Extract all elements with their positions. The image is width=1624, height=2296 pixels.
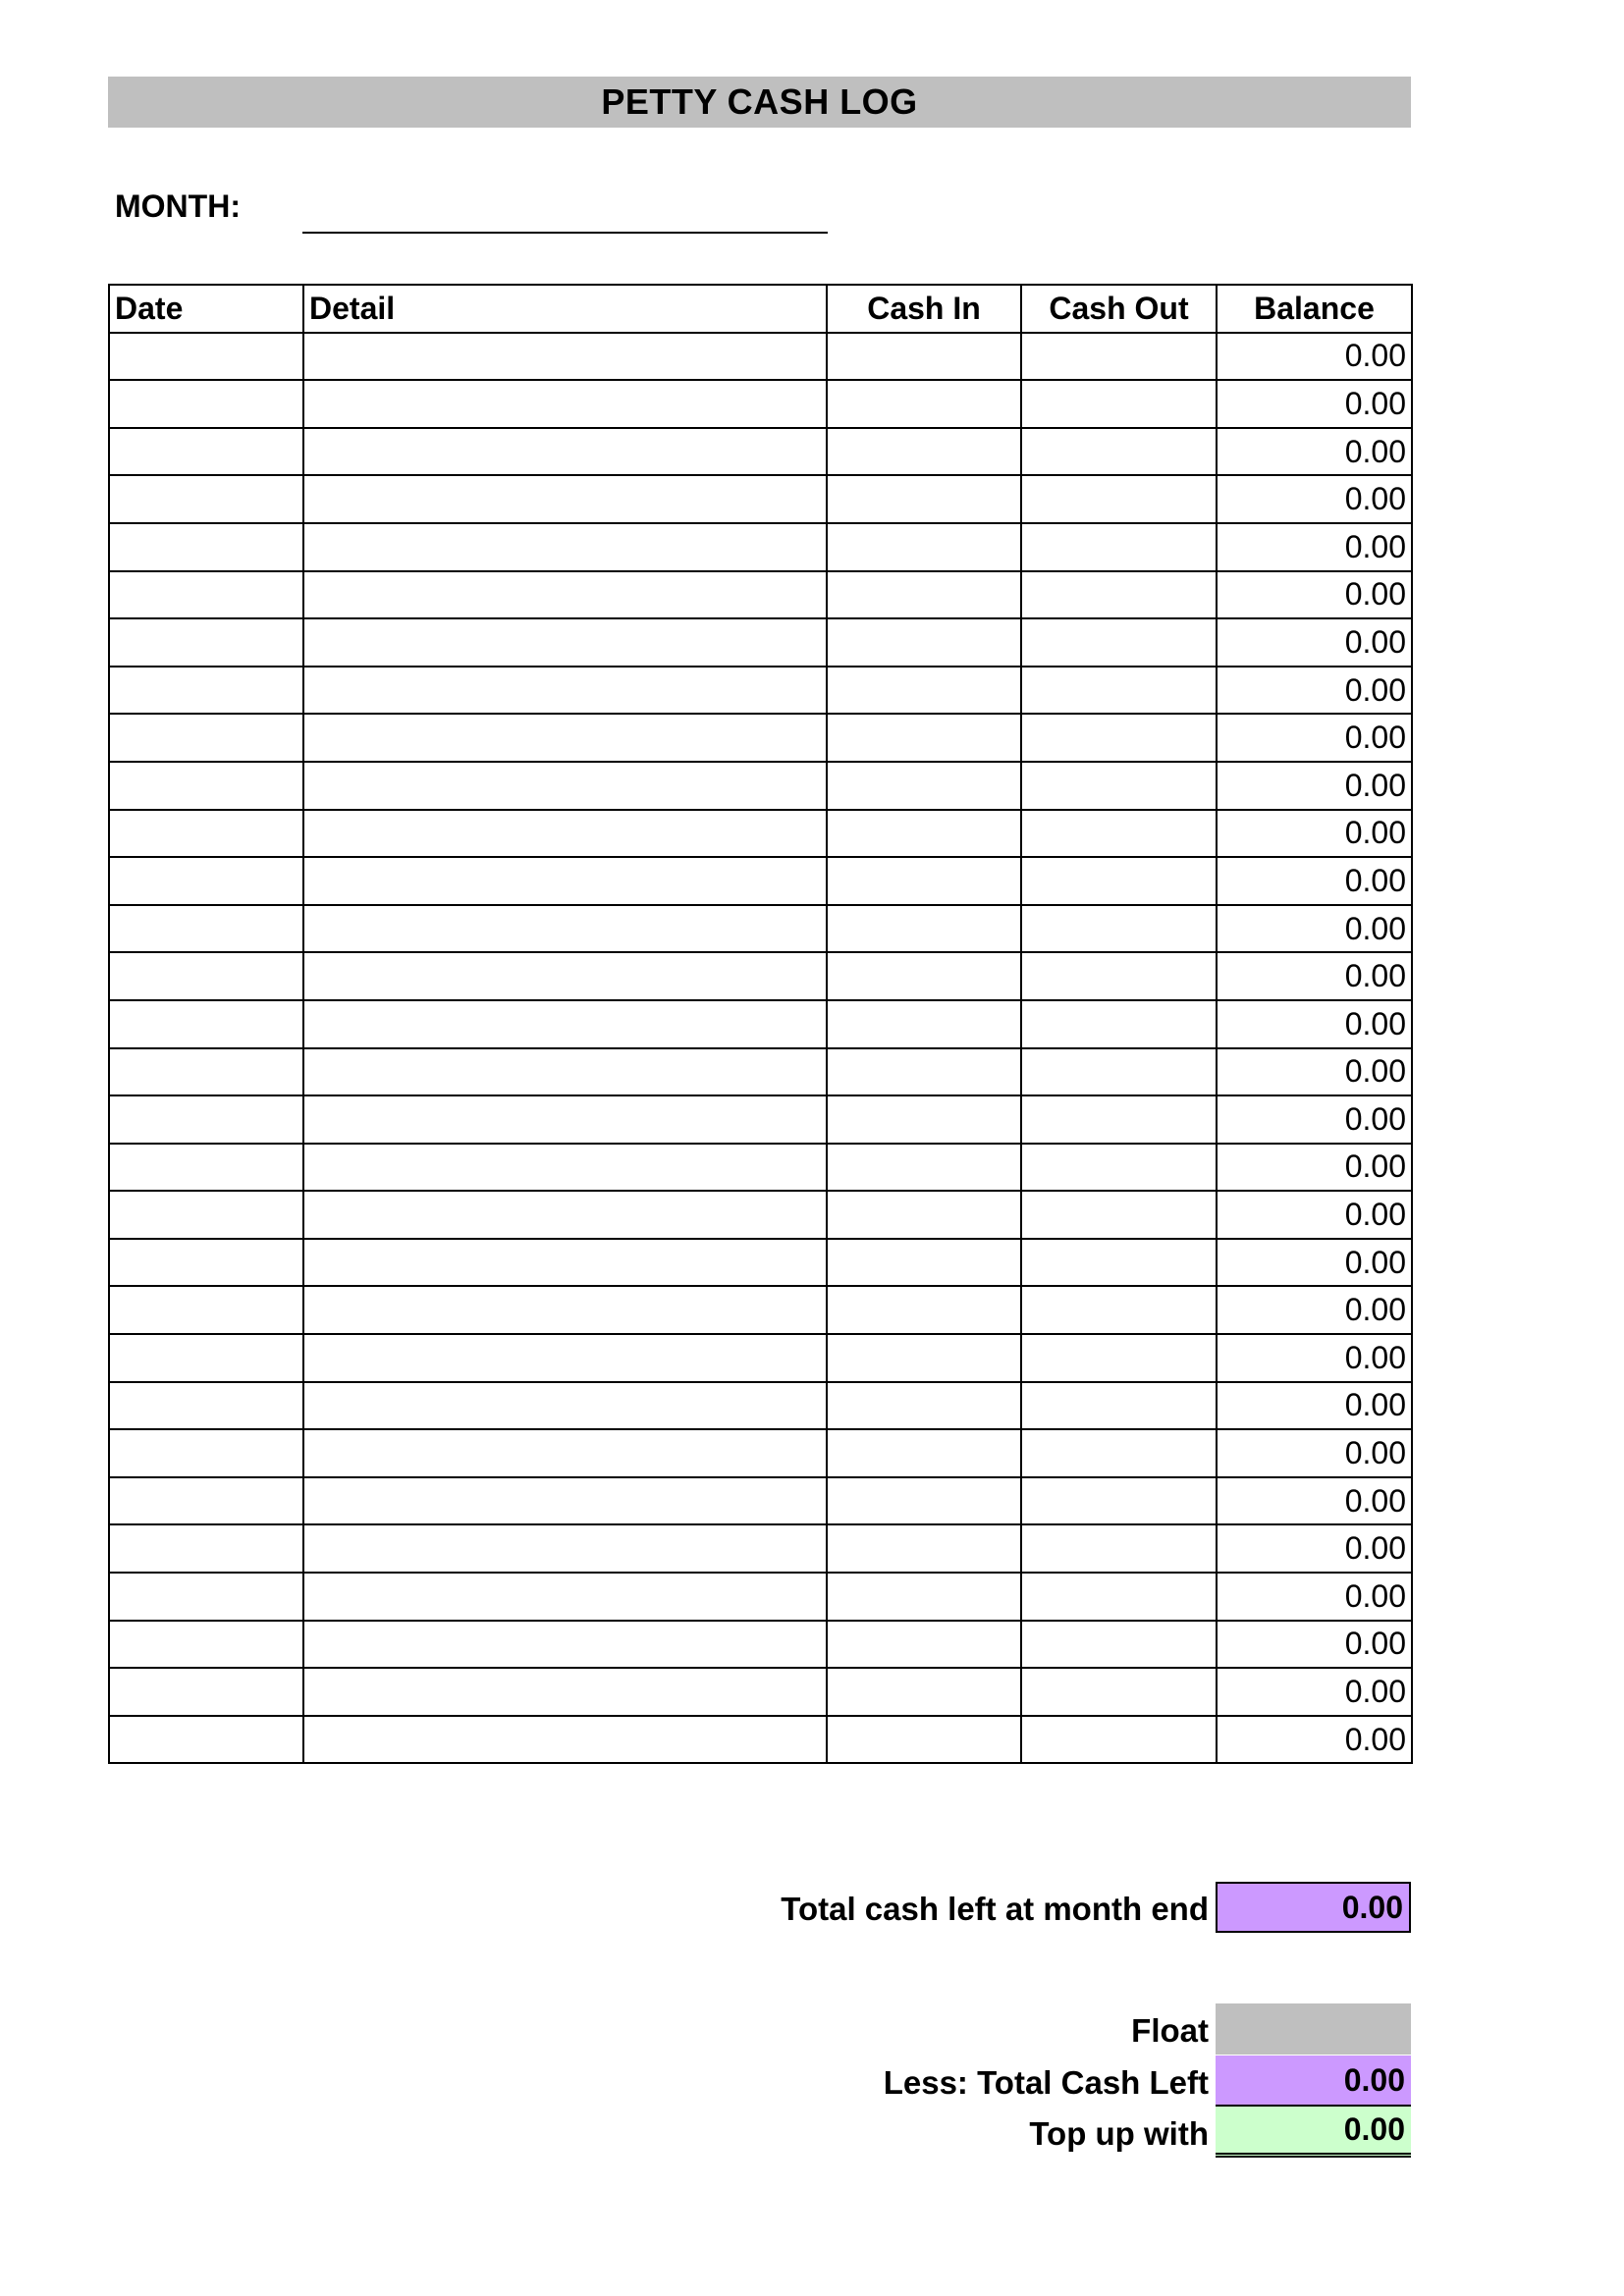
month-input-line[interactable] xyxy=(302,232,828,234)
date-cell[interactable] xyxy=(109,857,303,905)
cash-out-cell[interactable] xyxy=(1021,1524,1217,1573)
detail-cell[interactable] xyxy=(303,1716,827,1764)
table-row xyxy=(109,523,1412,571)
balance-cell: 0.00 xyxy=(1217,380,1412,428)
column-header-detail: Detail xyxy=(303,285,827,333)
cash-out-cell[interactable] xyxy=(1021,1334,1217,1382)
cash-out-cell[interactable] xyxy=(1021,857,1217,905)
column-header-date: Date xyxy=(109,285,303,333)
date-cell[interactable] xyxy=(109,1239,303,1287)
cash-out-cell[interactable] xyxy=(1021,1000,1217,1048)
table-body xyxy=(109,333,1412,1764)
table-row xyxy=(109,714,1412,762)
cash-out-cell[interactable] xyxy=(1021,1477,1217,1525)
table-row xyxy=(109,810,1412,858)
table-row xyxy=(109,1477,1412,1525)
detail-cell[interactable] xyxy=(303,523,827,571)
table-row xyxy=(109,1716,1412,1764)
cash-in-cell[interactable] xyxy=(827,1095,1021,1144)
balance-cell: 0.00 xyxy=(1217,428,1412,476)
cash-in-cell[interactable] xyxy=(827,618,1021,667)
cash-out-cell[interactable] xyxy=(1021,714,1217,762)
detail-cell[interactable] xyxy=(303,762,827,810)
balance-cell: 0.00 xyxy=(1217,1477,1412,1525)
date-cell[interactable] xyxy=(109,380,303,428)
date-cell[interactable] xyxy=(109,523,303,571)
detail-cell[interactable] xyxy=(303,333,827,381)
cash-out-cell[interactable] xyxy=(1021,1095,1217,1144)
balance-cell: 0.00 xyxy=(1217,714,1412,762)
table-row xyxy=(109,905,1412,953)
detail-cell[interactable] xyxy=(303,1382,827,1430)
cash-in-cell[interactable] xyxy=(827,1191,1021,1239)
date-cell[interactable] xyxy=(109,667,303,715)
cash-out-cell[interactable] xyxy=(1021,952,1217,1000)
detail-cell[interactable] xyxy=(303,1621,827,1669)
column-header-balance: Balance xyxy=(1217,285,1412,333)
cash-in-cell[interactable] xyxy=(827,762,1021,810)
detail-cell[interactable] xyxy=(303,667,827,715)
date-cell[interactable] xyxy=(109,333,303,381)
cash-out-cell[interactable] xyxy=(1021,667,1217,715)
cash-out-cell[interactable] xyxy=(1021,1668,1217,1716)
cash-out-cell[interactable] xyxy=(1021,1621,1217,1669)
cash-in-cell[interactable] xyxy=(827,1573,1021,1621)
balance-cell: 0.00 xyxy=(1217,1286,1412,1334)
detail-cell[interactable] xyxy=(303,618,827,667)
date-cell[interactable] xyxy=(109,1573,303,1621)
cash-in-cell[interactable] xyxy=(827,1239,1021,1287)
cash-out-cell[interactable] xyxy=(1021,523,1217,571)
balance-cell: 0.00 xyxy=(1217,1668,1412,1716)
cash-in-cell[interactable] xyxy=(827,1286,1021,1334)
detail-cell[interactable] xyxy=(303,1668,827,1716)
table-row xyxy=(109,1095,1412,1144)
cash-in-cell[interactable] xyxy=(827,1048,1021,1096)
date-cell[interactable] xyxy=(109,1668,303,1716)
balance-cell: 0.00 xyxy=(1217,762,1412,810)
detail-cell[interactable] xyxy=(303,1573,827,1621)
table-row xyxy=(109,1573,1412,1621)
cash-in-cell[interactable] xyxy=(827,667,1021,715)
date-cell[interactable] xyxy=(109,1286,303,1334)
date-cell[interactable] xyxy=(109,952,303,1000)
cash-out-cell[interactable] xyxy=(1021,1382,1217,1430)
cash-in-cell[interactable] xyxy=(827,857,1021,905)
cash-out-cell[interactable] xyxy=(1021,571,1217,619)
table-row xyxy=(109,1191,1412,1239)
date-cell[interactable] xyxy=(109,1382,303,1430)
less-total-label: Less: Total Cash Left xyxy=(883,2064,1209,2101)
balance-cell: 0.00 xyxy=(1217,1429,1412,1477)
column-header-cash-out: Cash Out xyxy=(1021,285,1217,333)
cash-out-cell[interactable] xyxy=(1021,475,1217,523)
cash-in-cell[interactable] xyxy=(827,571,1021,619)
detail-cell[interactable] xyxy=(303,1334,827,1382)
table-row xyxy=(109,1621,1412,1669)
detail-cell[interactable] xyxy=(303,857,827,905)
top-up-label: Top up with xyxy=(1029,2115,1209,2152)
cash-out-cell[interactable] xyxy=(1021,1239,1217,1287)
table-row xyxy=(109,571,1412,619)
date-cell[interactable] xyxy=(109,571,303,619)
balance-cell: 0.00 xyxy=(1217,1382,1412,1430)
date-cell[interactable] xyxy=(109,1095,303,1144)
balance-cell: 0.00 xyxy=(1217,1621,1412,1669)
detail-cell[interactable] xyxy=(303,1286,827,1334)
date-cell[interactable] xyxy=(109,1477,303,1525)
table-row xyxy=(109,618,1412,667)
cash-out-cell[interactable] xyxy=(1021,1716,1217,1764)
date-cell[interactable] xyxy=(109,1429,303,1477)
table-row xyxy=(109,857,1412,905)
table-row xyxy=(109,1144,1412,1192)
balance-cell: 0.00 xyxy=(1217,667,1412,715)
table-row xyxy=(109,1524,1412,1573)
date-cell[interactable] xyxy=(109,1621,303,1669)
petty-cash-table xyxy=(108,284,1413,1764)
cash-out-cell[interactable] xyxy=(1021,1286,1217,1334)
cash-out-cell[interactable] xyxy=(1021,618,1217,667)
page-title: PETTY CASH LOG xyxy=(108,77,1411,128)
cash-in-cell[interactable] xyxy=(827,714,1021,762)
cash-in-cell[interactable] xyxy=(827,1621,1021,1669)
cash-in-cell[interactable] xyxy=(827,1668,1021,1716)
balance-cell: 0.00 xyxy=(1217,1144,1412,1192)
balance-cell: 0.00 xyxy=(1217,475,1412,523)
detail-cell[interactable] xyxy=(303,1095,827,1144)
cash-out-cell[interactable] xyxy=(1021,1048,1217,1096)
less-total-value: 0.00 xyxy=(1216,2056,1411,2107)
cash-in-cell[interactable] xyxy=(827,1716,1021,1764)
balance-cell: 0.00 xyxy=(1217,810,1412,858)
cash-in-cell[interactable] xyxy=(827,1429,1021,1477)
date-cell[interactable] xyxy=(109,618,303,667)
detail-cell[interactable] xyxy=(303,475,827,523)
balance-cell: 0.00 xyxy=(1217,571,1412,619)
detail-cell[interactable] xyxy=(303,1048,827,1096)
balance-cell: 0.00 xyxy=(1217,1048,1412,1096)
cash-in-cell[interactable] xyxy=(827,1000,1021,1048)
cash-out-cell[interactable] xyxy=(1021,810,1217,858)
detail-cell[interactable] xyxy=(303,380,827,428)
cash-in-cell[interactable] xyxy=(827,1334,1021,1382)
detail-cell[interactable] xyxy=(303,1239,827,1287)
float-label: Float xyxy=(1131,2012,1209,2049)
cash-in-cell[interactable] xyxy=(827,952,1021,1000)
table-row xyxy=(109,1334,1412,1382)
cash-out-cell[interactable] xyxy=(1021,1429,1217,1477)
date-cell[interactable] xyxy=(109,1716,303,1764)
date-cell[interactable] xyxy=(109,428,303,476)
date-cell[interactable] xyxy=(109,1191,303,1239)
table-row xyxy=(109,1429,1412,1477)
detail-cell[interactable] xyxy=(303,1191,827,1239)
balance-cell: 0.00 xyxy=(1217,1095,1412,1144)
cash-in-cell[interactable] xyxy=(827,523,1021,571)
detail-cell[interactable] xyxy=(303,1524,827,1573)
table-row xyxy=(109,380,1412,428)
date-cell[interactable] xyxy=(109,1048,303,1096)
table-row xyxy=(109,333,1412,381)
month-label: MONTH: xyxy=(115,188,241,224)
table-row xyxy=(109,1668,1412,1716)
balance-cell: 0.00 xyxy=(1217,1716,1412,1764)
cash-in-cell[interactable] xyxy=(827,428,1021,476)
balance-cell: 0.00 xyxy=(1217,1573,1412,1621)
table-header-row xyxy=(109,285,1412,333)
date-cell[interactable] xyxy=(109,762,303,810)
cash-in-cell[interactable] xyxy=(827,333,1021,381)
table-row xyxy=(109,1239,1412,1287)
balance-cell: 0.00 xyxy=(1217,1191,1412,1239)
table-row xyxy=(109,1382,1412,1430)
cash-out-cell[interactable] xyxy=(1021,1144,1217,1192)
cash-in-cell[interactable] xyxy=(827,1477,1021,1525)
cash-in-cell[interactable] xyxy=(827,905,1021,953)
total-cash-left-label: Total cash left at month end xyxy=(781,1891,1209,1927)
detail-cell[interactable] xyxy=(303,714,827,762)
date-cell[interactable] xyxy=(109,905,303,953)
balance-cell: 0.00 xyxy=(1217,1000,1412,1048)
date-cell[interactable] xyxy=(109,1000,303,1048)
date-cell[interactable] xyxy=(109,1524,303,1573)
detail-cell[interactable] xyxy=(303,428,827,476)
date-cell[interactable] xyxy=(109,714,303,762)
table-row xyxy=(109,667,1412,715)
detail-cell[interactable] xyxy=(303,571,827,619)
cash-out-cell[interactable] xyxy=(1021,762,1217,810)
table-row xyxy=(109,1048,1412,1096)
balance-cell: 0.00 xyxy=(1217,1239,1412,1287)
cash-out-cell[interactable] xyxy=(1021,333,1217,381)
detail-cell[interactable] xyxy=(303,1000,827,1048)
cash-out-cell[interactable] xyxy=(1021,905,1217,953)
date-cell[interactable] xyxy=(109,1334,303,1382)
table-row xyxy=(109,475,1412,523)
cash-in-cell[interactable] xyxy=(827,1144,1021,1192)
float-value[interactable] xyxy=(1216,2003,1411,2055)
balance-cell: 0.00 xyxy=(1217,1334,1412,1382)
cash-in-cell[interactable] xyxy=(827,1524,1021,1573)
top-up-value: 0.00 xyxy=(1216,2107,1411,2158)
table-row xyxy=(109,428,1412,476)
date-cell[interactable] xyxy=(109,1144,303,1192)
detail-cell[interactable] xyxy=(303,1144,827,1192)
balance-cell: 0.00 xyxy=(1217,618,1412,667)
balance-cell: 0.00 xyxy=(1217,905,1412,953)
balance-cell: 0.00 xyxy=(1217,1524,1412,1573)
balance-cell: 0.00 xyxy=(1217,333,1412,381)
total-cash-left-value: 0.00 xyxy=(1216,1882,1411,1933)
table-row xyxy=(109,1000,1412,1048)
cash-in-cell[interactable] xyxy=(827,810,1021,858)
detail-cell[interactable] xyxy=(303,1477,827,1525)
table-row xyxy=(109,1286,1412,1334)
cash-out-cell[interactable] xyxy=(1021,428,1217,476)
cash-out-cell[interactable] xyxy=(1021,1191,1217,1239)
detail-cell[interactable] xyxy=(303,1429,827,1477)
cash-out-cell[interactable] xyxy=(1021,380,1217,428)
balance-cell: 0.00 xyxy=(1217,857,1412,905)
cash-out-cell[interactable] xyxy=(1021,1573,1217,1621)
cash-in-cell[interactable] xyxy=(827,475,1021,523)
detail-cell[interactable] xyxy=(303,905,827,953)
cash-in-cell[interactable] xyxy=(827,380,1021,428)
detail-cell[interactable] xyxy=(303,810,827,858)
balance-cell: 0.00 xyxy=(1217,952,1412,1000)
table-row xyxy=(109,952,1412,1000)
detail-cell[interactable] xyxy=(303,952,827,1000)
table-row xyxy=(109,762,1412,810)
date-cell[interactable] xyxy=(109,475,303,523)
column-header-cash-in: Cash In xyxy=(827,285,1021,333)
date-cell[interactable] xyxy=(109,810,303,858)
balance-cell: 0.00 xyxy=(1217,523,1412,571)
cash-in-cell[interactable] xyxy=(827,1382,1021,1430)
